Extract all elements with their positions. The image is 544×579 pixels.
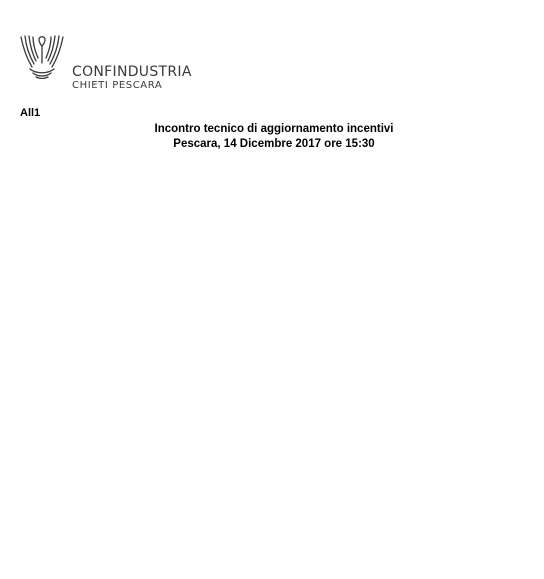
document-title: Incontro tecnico di aggiornamento incentivi <box>154 123 394 135</box>
header-logo <box>18 33 192 91</box>
logo-text <box>72 65 192 91</box>
confindustria-eagle-icon <box>18 33 66 79</box>
document-subtitle: Pescara, 14 Dicembre 2017 ore 15:30 <box>173 138 375 150</box>
org-name: CONFINDUSTRIA <box>72 64 192 80</box>
org-subtitle: CHIETI PESCARA <box>72 80 163 91</box>
document-heading <box>0 122 544 152</box>
attachment-reference: All1 <box>20 107 41 119</box>
